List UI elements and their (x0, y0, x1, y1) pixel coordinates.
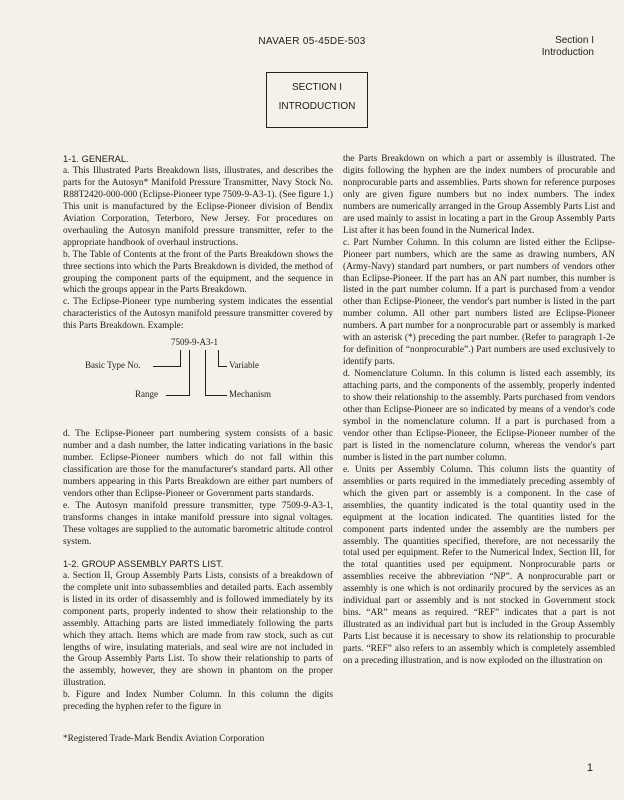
paragraph-1-2a: a. Section II, Group Assembly Parts Lists, consists of a breakdown of the complete unit into subassemblies and detailed parts. Each assembly is listed in its order of disassembly and is followed immediately by its component parts, properly indented to show their relationship to the assembly. Attaching parts are listed immediately following the parts which they attach. Items which are made from raw stock, such as cut lengths of wire, insulating materials, and seal wire are not included in the Group Assembly Parts List. To show their relationship to parts of the assembly, however, they are shown in phantom on the proper illustration. (63, 570, 333, 689)
diagram-basic-type-label: Basic Type No. (85, 360, 141, 371)
heading-general: 1-1. GENERAL. (63, 154, 129, 164)
diagram-line (166, 395, 190, 396)
diagram-line (205, 350, 206, 395)
paragraph-1-2d: d. Nomenclature Column. In this column is listed each assembly, its attaching parts, and the components of the assembly, properly indented to show their relationship to the assembly. Parts purchased from vendors other than Eclipse-Pioneer are so indicated by means of a vendor's code symbol in the nomenclature column. If a part is purchased from a vendor other than Eclipse-Pioneer, the Eclipse-Pioneer number of the part is listed in the nomenclature column, whereas the vendor's part number is listed in the part number column. (343, 369, 615, 463)
paragraph-1-2b-continued: the Parts Breakdown on which a part or assembly is illustrated. The digits following the hyphen are the index numbers of procurable and nonprocurable parts and assemblies. Parts shown for reference purposes only are given figure numbers but no index numbers. The index numbers are numerically arranged in the Group Assembly Parts List and are used mainly to assist in locating a part in the Group Assembly Parts List after it has been found in the Numerical Index. (343, 154, 615, 236)
diagram-line (153, 366, 181, 367)
section-number: SECTION I (291, 82, 342, 93)
type-number-diagram (63, 337, 333, 427)
diagram-type-number: 7509-9-A3-1 (171, 337, 218, 348)
diagram-variable-label: Variable (229, 360, 259, 371)
running-header-section (542, 35, 594, 59)
diagram-line (205, 395, 227, 396)
footnote: *Registered Trade-Mark Bendix Aviation Corporation (63, 734, 265, 744)
paragraph-1-1b: b. The Table of Contents at the front of the Parts Breakdown shows the three sections into which the Parts Breakdown is divided, the method of grouping the component parts of the equipment, and the sequence in which the groups appear in the Parts Breakdown. (63, 249, 333, 296)
running-header-doc-number: NAVAER 05-45DE-503 (258, 36, 366, 47)
paragraph-1-1a: a. This Illustrated Parts Breakdown lists, illustrates, and describes the parts for the Autosyn* Manifold Pressure Transmitter, Navy Stock No. R88T2420-000-000 (Eclipse-Pioneer type 7509-9-A3-1). (See figure 1.) This unit is manufactured by the Eclipse-Pioneer division of Bendix Aviation Corporation, Teterboro, New Jersey. For procedures on overhauling the Autosyn manifold pressure transmitter, refer to the appropriate handbook of overhaul instructions. (63, 165, 333, 248)
diagram-line (180, 350, 181, 366)
paragraph-1-2b: b. Figure and Index Number Column. In this column the digits preceding the hyphen refer to the figure in (63, 690, 333, 713)
diagram-mechanism-label: Mechanism (229, 389, 271, 400)
diagram-line (189, 350, 190, 395)
heading-group-assembly: 1-2. GROUP ASSEMBLY PARTS LIST. (63, 558, 224, 569)
header-section-label: Section I (555, 35, 594, 46)
diagram-line (218, 366, 227, 367)
right-column (343, 154, 615, 668)
header-section-title: Introduction (541, 47, 594, 58)
paragraph-1-2e: e. Units per Assembly Column. This column lists the quantity of assemblies or parts required in the immediately preceding assembly of which the given part or assembly is a component. In the case of assemblies, the quantity indicated is the total quantity used in the equipment at the location indicated. The quantities listed for the component parts indented under the assembly are the numbers per assembly. The quantities specified, therefore, are not necessarily the total used per equipment. Refer to the Numerical Index, Section III, for the total quantities used per equipment. Nonprocurable parts or assemblies receive the abbreviation “NP”. A nonprocurable part or assembly is one which is not ordinarily procured by the services as an individual part or assembly and is not stocked in Government stock bins. “AR” means as required. “REF” indicates that a part is not illustrated as an individual part but is included in the Group Assembly Parts List because it is necessary to show its relationship to procurable parts. “REF” also refers to an assembly which is completely assembled on a preceding illustration, and is now exploded on the illustration on (343, 464, 615, 667)
diagram-range-label: Range (135, 389, 158, 400)
diagram-line (218, 350, 219, 366)
paragraph-gap (63, 549, 333, 559)
page-number: 1 (586, 762, 593, 774)
paragraph-1-1c: c. The Eclipse-Pioneer type numbering system indicates the essential characteristics of the Autosyn manifold pressure transmitter covered by this Parts Breakdown. Example: (63, 297, 333, 332)
section-title-box (266, 72, 368, 128)
section-title: INTRODUCTION (278, 101, 356, 112)
left-column (63, 154, 333, 714)
paragraph-1-1e: e. The Autosyn manifold pressure transmitter, type 7509-9-A3-1, transforms changes in intake manifold pressure into signal voltages. These voltages are supplied to the automatic barometric altitude control system. (63, 501, 333, 547)
paragraph-1-1d: d. The Eclipse-Pioneer part numbering system consists of a basic number and a dash number, the latter indicating variations in the basic number. Eclipse-Pioneer numbers which do not fall within this classification are those for the manufacturer's standard parts. All other numbers appearing in this Parts Breakdown are either part numbers of vendors other than Eclipse-Pioneer or Government parts standards. (63, 429, 333, 500)
paragraph-1-2c: c. Part Number Column. In this column are listed either the Eclipse-Pioneer part numbers, which are the same as drawing numbers, AN (Army-Navy) standard part numbers, or part numbers of vendors other than Eclipse-Pioneer. If the part has an AN part number, this number is listed in the part number column. If a part is purchased from a vendor other than Eclipse-Pioneer, the vendor's part number is listed in the part number column. All other part numbers listed are Eclipse-Pioneer numbers. A part number for a nonprocurable part or assembly is marked with an asterisk (*) preceding the part number. (Refer to paragraph 1-2e for definition of “nonprocurable”.) Part numbers are used exclusively to identify parts. (343, 237, 615, 368)
